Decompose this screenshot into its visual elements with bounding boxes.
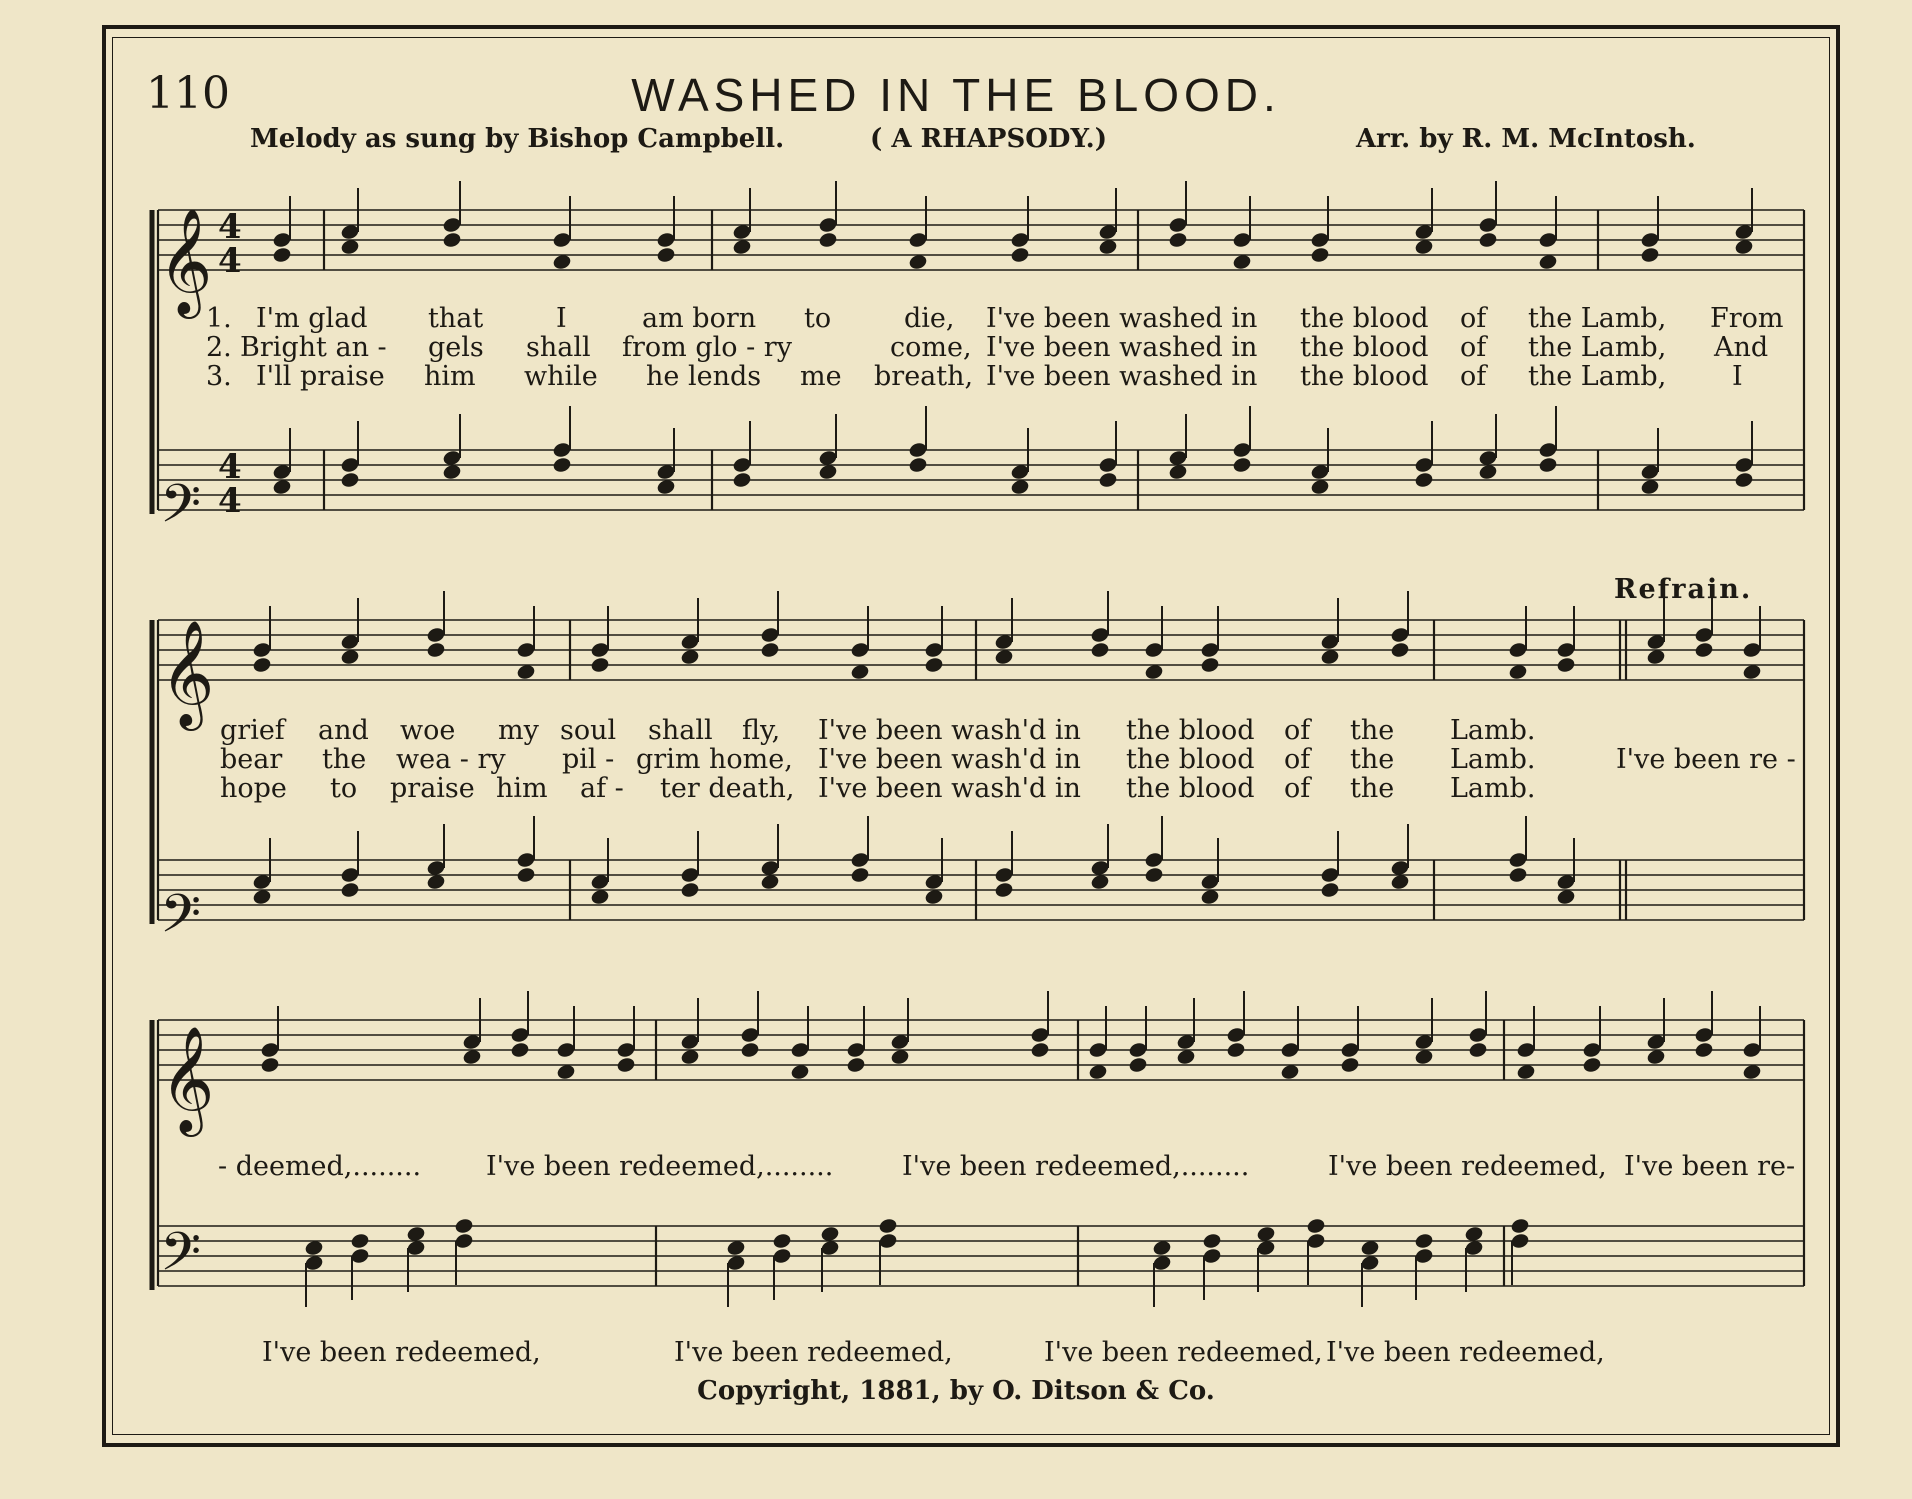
note-head (1414, 457, 1433, 474)
note-head (462, 1049, 481, 1066)
note-head (590, 642, 609, 659)
note-head (510, 1027, 529, 1044)
note-head (1510, 1233, 1529, 1250)
note-head (994, 634, 1013, 651)
note-head (1176, 1049, 1195, 1066)
note-head (516, 867, 535, 884)
note-head (516, 664, 535, 681)
note-head (1360, 1240, 1379, 1257)
note-head (818, 450, 837, 467)
svg-text:𝄞: 𝄞 (158, 207, 213, 314)
verse-2-line-1: 2. Bright an - gels shall from glo - ry come, I've been washed in the blood of the Lamb, And (206, 332, 1769, 363)
note-head (454, 1233, 473, 1250)
note-head (1478, 232, 1497, 249)
note-head (1168, 450, 1187, 467)
svg-text:4: 4 (218, 447, 242, 487)
note-head (1516, 1064, 1535, 1081)
note-head (1030, 1027, 1049, 1044)
note-head (1090, 642, 1109, 659)
note-head (850, 867, 869, 884)
note-head (1414, 472, 1433, 489)
note-head (656, 464, 675, 481)
note-head (340, 634, 359, 651)
note-head (1516, 1042, 1535, 1059)
svg-text:𝄞: 𝄞 (160, 1025, 215, 1132)
note-head (272, 247, 291, 264)
note-head (1508, 867, 1527, 884)
refrain-lower-lyric-2: I've been redeemed, (674, 1337, 953, 1368)
svg-text:𝄢: 𝄢 (160, 884, 202, 958)
note-head (1556, 889, 1575, 906)
note-head (1734, 457, 1753, 474)
note-head (1144, 642, 1163, 659)
note-head (1734, 472, 1753, 489)
refrain-start-lyric: I've been re - (1616, 744, 1796, 775)
note-head (1734, 239, 1753, 256)
note-head (1128, 1042, 1147, 1059)
note-head (740, 1042, 759, 1059)
note-head (846, 1057, 865, 1074)
note-head (924, 657, 943, 674)
note-head (760, 627, 779, 644)
refrain-upper-lyric-2: I've been redeemed,........ (486, 1151, 834, 1182)
note-head (1098, 472, 1117, 489)
note-head (656, 247, 675, 264)
note-head (760, 860, 779, 877)
note-head (1200, 657, 1219, 674)
note-head (772, 1233, 791, 1250)
note-head (252, 642, 271, 659)
note-head (1694, 642, 1713, 659)
page-number: 110 (146, 68, 230, 119)
note-head (304, 1240, 323, 1257)
note-head (790, 1042, 809, 1059)
svg-text:4: 4 (218, 481, 242, 521)
note-head (556, 1042, 575, 1059)
note-head (680, 1034, 699, 1051)
note-head (442, 232, 461, 249)
note-head (1582, 1042, 1601, 1059)
note-head (1232, 254, 1251, 271)
note-head (426, 627, 445, 644)
hymn-title: WASHED IN THE BLOOD. (631, 69, 1281, 121)
note-head (616, 1042, 635, 1059)
refrain-lower-lyric-4: I've been redeemed, (1326, 1337, 1605, 1368)
note-head (1508, 642, 1527, 659)
note-head (1742, 1064, 1761, 1081)
note-head (1144, 852, 1163, 869)
notes (252, 181, 1761, 1307)
note-head (1200, 889, 1219, 906)
note-head (556, 1064, 575, 1081)
note-head (1010, 464, 1029, 481)
note-head (304, 1255, 323, 1272)
note-head (1320, 882, 1339, 899)
note-head (878, 1218, 897, 1235)
note-head (908, 442, 927, 459)
note-head (1310, 247, 1329, 264)
note-head (1390, 642, 1409, 659)
note-head (732, 472, 751, 489)
note-head (1010, 232, 1029, 249)
note-head (340, 867, 359, 884)
staves (158, 210, 1804, 1286)
note-head (1556, 657, 1575, 674)
note-head (1090, 860, 1109, 877)
note-head (790, 1064, 809, 1081)
note-head (1742, 642, 1761, 659)
note-head (680, 867, 699, 884)
note-head (1088, 1042, 1107, 1059)
note-head (1582, 1057, 1601, 1074)
verse-1-line-1: 1. I'm glad that I am born to die, I've been washed in the blood of the Lamb, From (206, 303, 1784, 334)
svg-text:4: 4 (218, 207, 242, 247)
arranger-credit: Arr. by R. M. McIntosh. (1356, 124, 1696, 154)
note-head (1538, 457, 1557, 474)
note-head (846, 1042, 865, 1059)
note-head (1694, 627, 1713, 644)
note-head (1128, 1057, 1147, 1074)
note-head (1144, 664, 1163, 681)
note-head (1320, 634, 1339, 651)
note-head (272, 232, 291, 249)
note-head (1508, 852, 1527, 869)
note-head (552, 457, 571, 474)
note-head (1414, 1034, 1433, 1051)
note-head (340, 224, 359, 241)
note-head (1694, 1027, 1713, 1044)
note-head (272, 479, 291, 496)
note-head (590, 657, 609, 674)
note-head (1734, 224, 1753, 241)
verse-3-line-2: hope to praise him af - ter death, I've been wash'd in the blood of the Lamb. (220, 773, 1536, 804)
note-head (1010, 247, 1029, 264)
note-head (260, 1042, 279, 1059)
note-head (1310, 232, 1329, 249)
note-head (1340, 1057, 1359, 1074)
note-head (1390, 860, 1409, 877)
note-head (924, 874, 943, 891)
note-head (442, 464, 461, 481)
note-head (1646, 1049, 1665, 1066)
note-head (260, 1057, 279, 1074)
note-head (1694, 1042, 1713, 1059)
note-head (1414, 224, 1433, 241)
note-head (590, 889, 609, 906)
note-head (1310, 479, 1329, 496)
bar-lines (152, 210, 1804, 1290)
note-head (1168, 232, 1187, 249)
note-head (1468, 1027, 1487, 1044)
note-head (1478, 464, 1497, 481)
note-head (340, 457, 359, 474)
note-head (1232, 442, 1251, 459)
note-head (924, 889, 943, 906)
note-head (1226, 1042, 1245, 1059)
note-head (820, 1226, 839, 1243)
time-signature (218, 207, 242, 521)
note-head (1414, 239, 1433, 256)
verse-1-line-2: grief and woe my soul shall fly, I've been wash'd in the blood of the Lamb. (220, 715, 1536, 746)
note-head (1200, 874, 1219, 891)
note-head (656, 479, 675, 496)
note-head (1508, 664, 1527, 681)
note-head (406, 1240, 425, 1257)
note-head (462, 1034, 481, 1051)
refrain-lower-lyric-1: I've been redeemed, (262, 1337, 541, 1368)
note-head (552, 254, 571, 271)
note-head (1538, 442, 1557, 459)
note-head (426, 860, 445, 877)
note-head (726, 1240, 745, 1257)
note-head (1742, 664, 1761, 681)
note-head (1306, 1218, 1325, 1235)
refrain-upper-lyric-1: - deemed,........ (218, 1151, 422, 1182)
note-head (1090, 627, 1109, 644)
bass-clef-icon (160, 474, 201, 1296)
note-head (850, 642, 869, 659)
copyright-notice: Copyright, 1881, by O. Ditson & Co. (697, 1376, 1215, 1406)
note-head (1168, 217, 1187, 234)
verse-2-line-2: bear the wea - ry pil - grim home, I've been wash'd in the blood of the Lamb. (220, 744, 1536, 775)
note-head (908, 254, 927, 271)
note-head (616, 1057, 635, 1074)
note-head (1168, 464, 1187, 481)
note-head (426, 874, 445, 891)
note-head (1144, 867, 1163, 884)
note-head (1088, 1064, 1107, 1081)
refrain-label: Refrain. (1614, 574, 1753, 605)
note-head (818, 217, 837, 234)
note-head (890, 1049, 909, 1066)
note-head (680, 1049, 699, 1066)
note-head (340, 239, 359, 256)
note-head (1152, 1240, 1171, 1257)
note-head (1556, 874, 1575, 891)
subtitle: ( A RHAPSODY.) (870, 124, 1108, 154)
note-head (1742, 1042, 1761, 1059)
note-head (680, 634, 699, 651)
note-head (1010, 479, 1029, 496)
note-head (908, 232, 927, 249)
note-head (1640, 464, 1659, 481)
note-head (1646, 1034, 1665, 1051)
note-head (1360, 1255, 1379, 1272)
note-head (1320, 649, 1339, 666)
note-head (442, 450, 461, 467)
note-head (1226, 1027, 1245, 1044)
note-head (340, 472, 359, 489)
note-head (1510, 1218, 1529, 1235)
note-head (1478, 450, 1497, 467)
note-head (656, 232, 675, 249)
melody-credit: Melody as sung by Bishop Campbell. (250, 124, 785, 154)
refrain-lower-lyric-3: I've been redeemed, (1044, 1337, 1323, 1368)
note-head (1390, 627, 1409, 644)
svg-text:4: 4 (218, 241, 242, 281)
note-head (732, 224, 751, 241)
note-head (1340, 1042, 1359, 1059)
note-head (1414, 1049, 1433, 1066)
note-head (820, 1240, 839, 1257)
note-head (924, 642, 943, 659)
svg-text:𝄢: 𝄢 (160, 1222, 202, 1296)
note-head (350, 1233, 369, 1250)
note-head (818, 464, 837, 481)
refrain-upper-lyric-3: I've been redeemed,........ (902, 1151, 1250, 1182)
note-head (1098, 239, 1117, 256)
refrain-upper-lyric-5: I've been re- (1624, 1151, 1796, 1182)
note-head (726, 1255, 745, 1272)
note-head (1538, 232, 1557, 249)
note-head (1200, 642, 1219, 659)
note-head (1030, 1042, 1049, 1059)
note-head (740, 1027, 759, 1044)
note-head (1090, 874, 1109, 891)
note-head (1232, 457, 1251, 474)
note-head (1202, 1248, 1221, 1265)
note-head (1256, 1240, 1275, 1257)
note-head (890, 1034, 909, 1051)
note-head (760, 642, 779, 659)
note-head (590, 874, 609, 891)
note-head (994, 649, 1013, 666)
note-head (552, 232, 571, 249)
note-head (994, 867, 1013, 884)
note-head (1232, 232, 1251, 249)
note-head (1414, 1233, 1433, 1250)
note-head (516, 852, 535, 869)
note-head (1478, 217, 1497, 234)
note-head (1202, 1233, 1221, 1250)
svg-text:𝄢: 𝄢 (160, 474, 202, 548)
note-head (454, 1218, 473, 1235)
verse-3-line-1: 3. I'll praise him while he lends me breath, I've been washed in the blood of the Lamb, I (206, 361, 1743, 392)
note-head (772, 1248, 791, 1265)
note-head (406, 1226, 425, 1243)
note-head (850, 664, 869, 681)
note-head (1464, 1240, 1483, 1257)
treble-clef-icon (158, 207, 214, 1137)
note-head (1640, 247, 1659, 264)
note-head (442, 217, 461, 234)
note-head (732, 457, 751, 474)
note-head (516, 642, 535, 659)
note-head (818, 232, 837, 249)
note-head (1176, 1034, 1195, 1051)
note-head (1098, 224, 1117, 241)
note-head (1152, 1255, 1171, 1272)
note-head (680, 882, 699, 899)
note-head (1646, 649, 1665, 666)
svg-text:𝄞: 𝄞 (160, 619, 215, 726)
note-head (760, 874, 779, 891)
note-head (1538, 254, 1557, 271)
refrain-upper-lyric-4: I've been redeemed, (1328, 1151, 1607, 1182)
note-head (1280, 1064, 1299, 1081)
note-head (252, 889, 271, 906)
note-head (1640, 232, 1659, 249)
note-head (1320, 867, 1339, 884)
note-head (850, 852, 869, 869)
note-head (878, 1233, 897, 1250)
note-head (272, 464, 291, 481)
note-head (340, 649, 359, 666)
note-head (1414, 1248, 1433, 1265)
note-head (1390, 874, 1409, 891)
note-head (732, 239, 751, 256)
note-head (1464, 1226, 1483, 1243)
note-head (1280, 1042, 1299, 1059)
note-head (1556, 642, 1575, 659)
note-head (252, 874, 271, 891)
staff-lines (158, 210, 1804, 1286)
note-head (510, 1042, 529, 1059)
note-head (994, 882, 1013, 899)
note-head (1256, 1226, 1275, 1243)
note-head (252, 657, 271, 674)
note-head (680, 649, 699, 666)
note-head (1306, 1233, 1325, 1250)
note-head (552, 442, 571, 459)
note-head (426, 642, 445, 659)
note-head (350, 1248, 369, 1265)
note-head (1310, 464, 1329, 481)
note-head (1098, 457, 1117, 474)
note-head (340, 882, 359, 899)
note-head (1468, 1042, 1487, 1059)
note-head (1646, 634, 1665, 651)
note-head (908, 457, 927, 474)
note-head (1640, 479, 1659, 496)
